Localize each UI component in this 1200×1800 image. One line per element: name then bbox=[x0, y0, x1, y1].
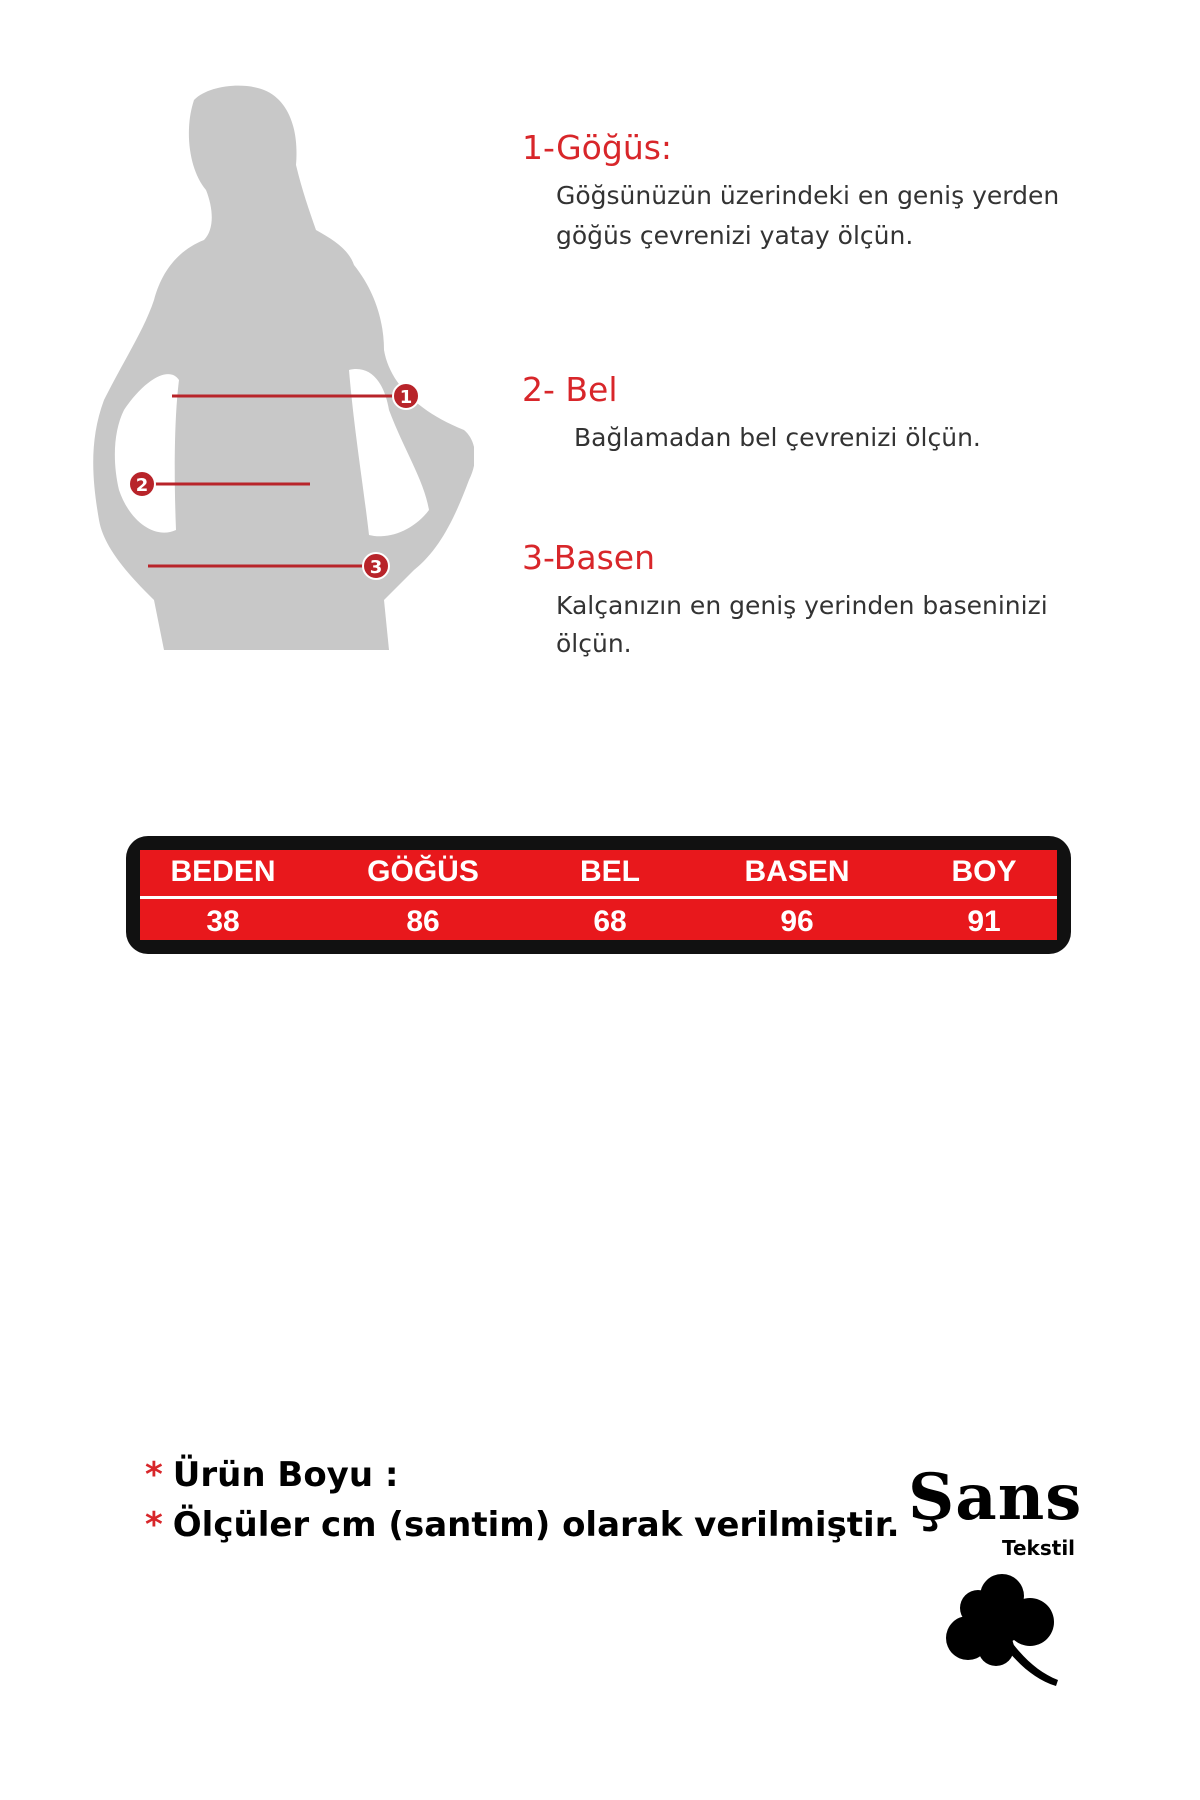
chest-marker-label: 1 bbox=[399, 387, 413, 408]
header-cell-gogus: GÖĞÜS bbox=[367, 855, 479, 888]
size-table-header-row bbox=[140, 850, 1057, 894]
value-cell-basen: 96 bbox=[780, 905, 814, 938]
hip-description-line-2: ölçün. bbox=[556, 629, 632, 658]
header-cell-boy: BOY bbox=[951, 855, 1017, 888]
brand-logo bbox=[900, 1460, 1100, 1690]
clover-icon bbox=[940, 1568, 1070, 1688]
note-product-length bbox=[145, 1455, 398, 1495]
hip-heading: 3-Basen bbox=[522, 538, 655, 577]
hip-marker-label: 3 bbox=[369, 557, 383, 578]
logo-wordmark: Şans bbox=[908, 1460, 1083, 1535]
logo-subtitle: Tekstil bbox=[1002, 1536, 1076, 1560]
waist-marker-label: 2 bbox=[135, 475, 149, 496]
header-cell-bel: BEL bbox=[580, 855, 640, 888]
size-table-divider bbox=[140, 896, 1057, 899]
waist-heading: 2- Bel bbox=[522, 370, 618, 409]
hip-description-line-1: Kalçanızın en geniş yerinden baseninizi bbox=[556, 591, 1048, 620]
chest-description-line-1: Göğsünüzün üzerindeki en geniş yerden bbox=[556, 181, 1060, 210]
chest-description-line-2: göğüs çevrenizi yatay ölçün. bbox=[556, 221, 914, 250]
header-cell-basen: BASEN bbox=[744, 855, 850, 888]
body-silhouette-figure bbox=[84, 80, 474, 660]
chest-heading: 1-Göğüs: bbox=[522, 128, 673, 167]
note-text: Ölçüler cm (santim) olarak verilmiştir. bbox=[172, 1505, 900, 1545]
value-cell-gogus: 86 bbox=[406, 905, 440, 938]
value-cell-beden: 38 bbox=[206, 905, 240, 938]
waist-description-line-1: Bağlamadan bel çevrenizi ölçün. bbox=[574, 423, 981, 452]
note-star: * bbox=[145, 1505, 163, 1545]
note-text: Ürün Boyu : bbox=[172, 1455, 399, 1495]
note-units bbox=[145, 1505, 900, 1545]
value-cell-bel: 68 bbox=[593, 905, 627, 938]
note-star: * bbox=[145, 1455, 163, 1495]
size-table-body bbox=[140, 850, 1057, 940]
size-table-row bbox=[140, 900, 1057, 944]
size-table bbox=[126, 836, 1071, 954]
value-cell-boy: 91 bbox=[967, 905, 1001, 938]
header-cell-beden: BEDEN bbox=[170, 855, 276, 888]
